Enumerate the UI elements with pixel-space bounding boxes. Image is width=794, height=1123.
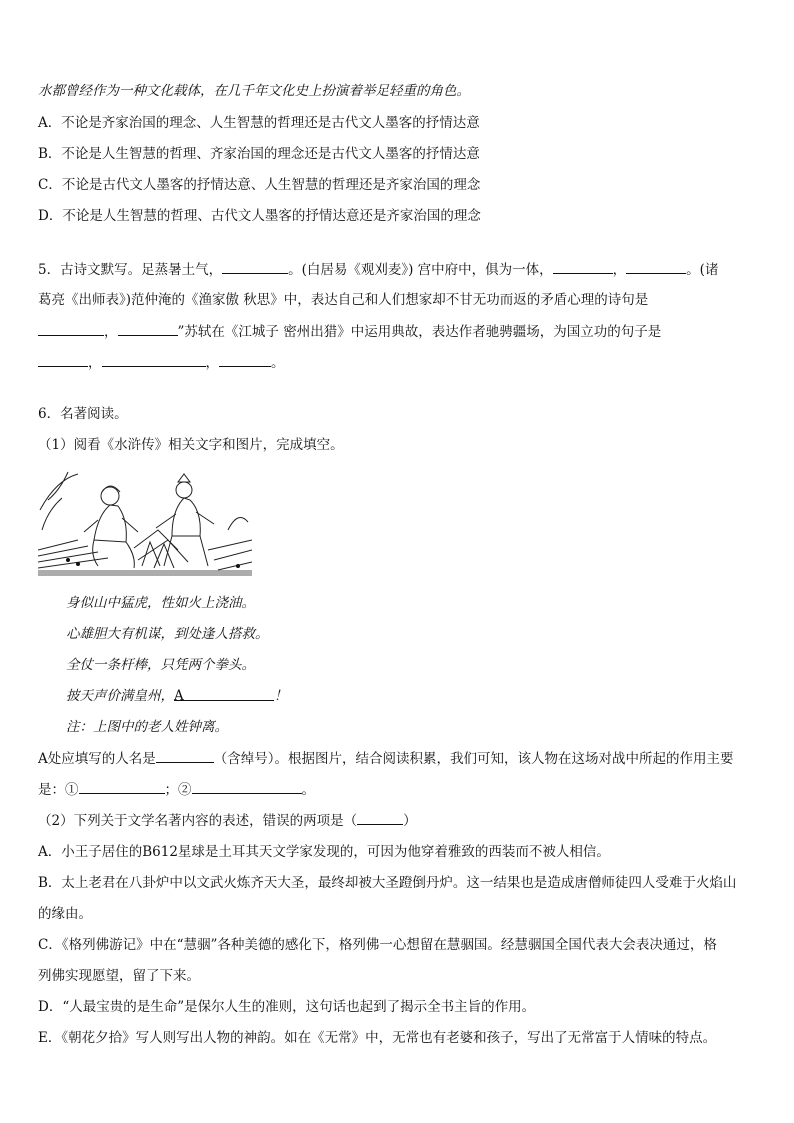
illustration-image	[38, 470, 252, 576]
answer-blank[interactable]	[102, 353, 206, 367]
choice-c-line-1: C．《格列佛游记》中在“慧骃”各种美德的感化下，格列佛一心想留在慧骃国。经慧骃国全国代表大会表决通过，格	[38, 937, 717, 953]
q6-title: 6．名著阅读。	[38, 406, 128, 422]
q5-text: 。(白居易《观刈麦》) 宫中府中，俱为一体，	[288, 262, 553, 278]
fill-line-1	[38, 749, 758, 768]
q5-line-4	[38, 353, 758, 372]
choice-c-line-2: 列佛实现愿望，留了下来。	[38, 968, 200, 984]
poem-text: ！	[274, 688, 288, 704]
answer-blank[interactable]	[222, 260, 288, 274]
q5-line-1	[38, 260, 758, 279]
choice-b-line-1: B．太上老君在八卦炉中以文武火炼齐天大圣，最终却被大圣蹬倒丹炉。这一结果也是造成唐僧师徒四人受难于火焰山	[38, 875, 737, 891]
choice-e: E．《朝花夕拾》写人则写出人物的神韵。如在《无常》中，无常也有老婆和孩子，写出了无常富于人情味的特点。	[38, 1030, 717, 1046]
answer-blank-a[interactable]	[174, 687, 274, 704]
q5-text: ，	[88, 355, 102, 371]
poem-line-1: 身似山中猛虎，性如火上浇油。	[66, 595, 255, 611]
q5-text: ，	[205, 355, 219, 371]
choice-a: A．小王子居住的B612星球是土耳其天文学家发现的，可因为他穿着雅致的西装而不被人相信。	[38, 844, 610, 860]
q5-text: 。(诸	[686, 262, 719, 278]
answer-blank[interactable]	[626, 260, 686, 274]
q5-text: ”苏轼在《江城子 密州出猎》中运用典故，表达作者驰骋疆场，为国立功的句子是	[177, 324, 662, 340]
picture-note: 注：上图中的老人姓钟离。	[66, 719, 228, 735]
option-d: D．不论是人生智慧的哲理、古代文人墨客的抒情达意还是齐家治国的理念	[38, 208, 481, 224]
option-c: C．不论是古代文人墨客的抒情达意、人生智慧的哲理还是齐家治国的理念	[38, 177, 481, 193]
option-b: B．不论是人生智慧的哲理、齐家治国的理念还是古代文人墨客的抒情达意	[38, 146, 480, 162]
answer-blank[interactable]	[79, 780, 165, 794]
answer-blank[interactable]	[38, 353, 88, 367]
fill-text: 是：①	[38, 782, 79, 798]
choice-d: D．“人最宝贵的是生命”是保尔人生的准则，这句话也起到了揭示全书主旨的作用。	[38, 999, 536, 1015]
sub2-text: ）	[403, 813, 417, 829]
answer-blank[interactable]	[357, 811, 403, 825]
answer-blank[interactable]	[156, 749, 214, 763]
fill-text: 。	[301, 782, 315, 798]
q5-text: 。	[271, 355, 285, 371]
q6-sub2	[38, 811, 758, 830]
marker-a: A	[174, 688, 184, 704]
answer-blank[interactable]	[192, 780, 302, 794]
poem-line-4	[66, 687, 758, 705]
q5-text: ，	[104, 324, 118, 340]
option-a: A．不论是齐家治国的理念、人生智慧的哲理还是古代文人墨客的抒情达意	[38, 115, 480, 131]
passage-line: 水都曾经作为一种文化载体，在几千年文化史上扮演着举足轻重的角色。	[38, 83, 470, 99]
q5-text: 5．古诗文默写。足蒸暑土气，	[38, 262, 223, 278]
q6-sub1: （1）阅看《水浒传》相关文字和图片，完成填空。	[38, 437, 344, 453]
q5-text: ，	[612, 262, 627, 278]
poem-line-3: 全仗一条杆棒，只凭两个拳头。	[66, 657, 255, 673]
answer-blank[interactable]	[38, 322, 104, 336]
q5-line-3	[38, 322, 758, 341]
fill-line-2	[38, 780, 758, 799]
poem-text: 披天声价满皇州，	[66, 688, 174, 704]
q5-line-2: 葛亮《出师表》)范仲淹的《渔家傲 秋思》中，表达自己和人们想家却不甘无功而返的矛盾心理的诗句是	[38, 292, 649, 308]
answer-blank[interactable]	[118, 322, 178, 336]
answer-blank[interactable]	[553, 260, 613, 274]
fill-text: A处应填写的人名是	[38, 751, 156, 767]
fill-text: ；②	[164, 782, 192, 798]
sub2-text: （2）下列关于文学名著内容的表述，错误的两项是（	[38, 813, 358, 829]
poem-line-2: 心雄胆大有机谋，到处逢人搭救。	[66, 626, 269, 642]
fill-text: （含绰号）。根据图片，结合阅读积累，我们可知，该人物在这场对战中所起的作用主要	[213, 751, 734, 767]
answer-blank[interactable]	[219, 353, 271, 367]
choice-b-line-2: 的缘由。	[38, 906, 92, 922]
